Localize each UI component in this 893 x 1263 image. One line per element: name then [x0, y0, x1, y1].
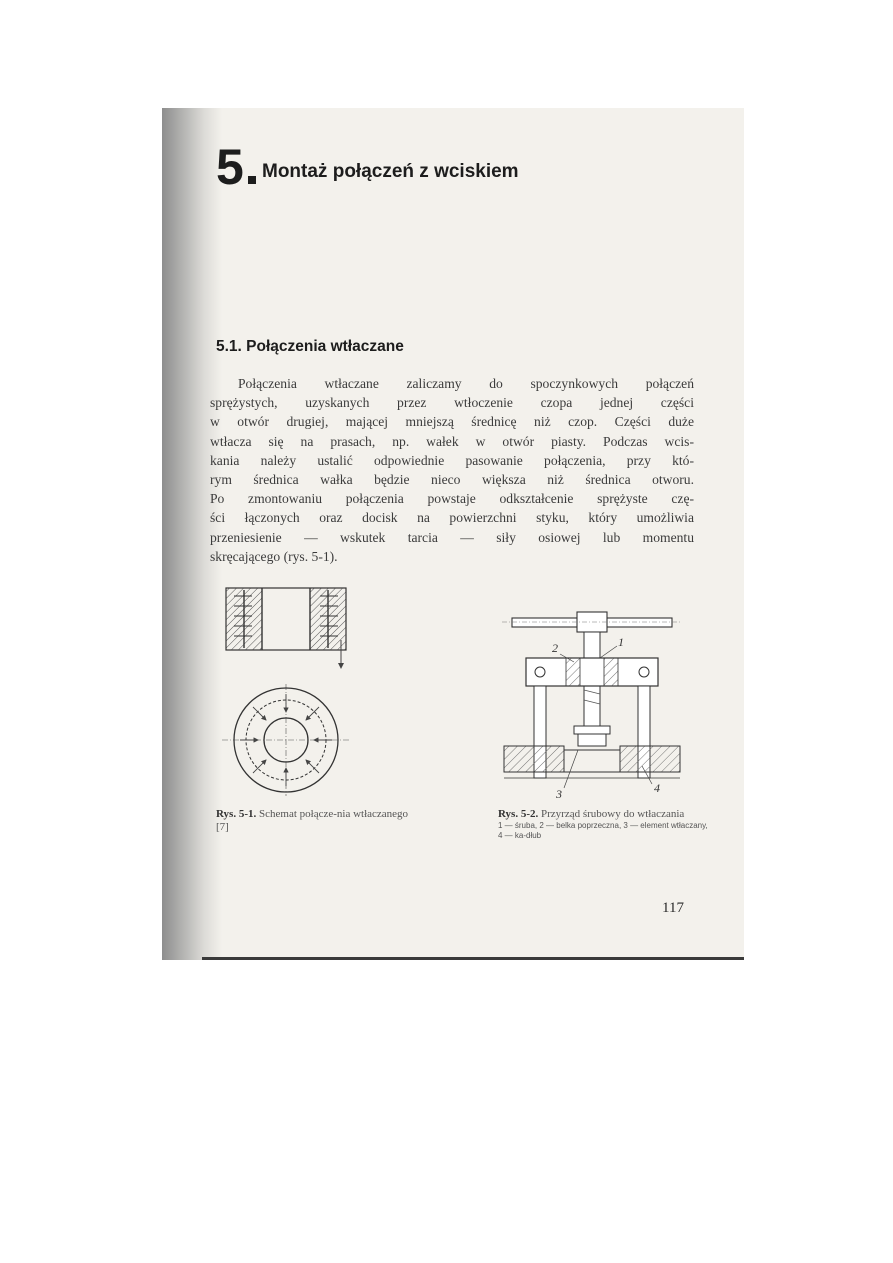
figure1-caption-label: Rys. 5-1. — [216, 808, 257, 820]
figure2-caption — [498, 808, 708, 842]
body-line: w otwór drugiej, mającej mniejszą średnicę niż czop. Części duże — [210, 414, 694, 430]
body-line: ści łączonych oraz docisk na powierzchni styku, który umożliwia — [210, 510, 694, 526]
page-number: 117 — [662, 900, 684, 916]
chapter-number: 5 — [216, 139, 244, 195]
chapter-number-dot — [248, 176, 256, 184]
body-paragraph — [210, 374, 694, 566]
figure2-caption-label: Rys. 5-2. — [498, 808, 539, 820]
bottom-rule — [202, 957, 744, 960]
figure1-caption — [216, 808, 416, 833]
body-line: przeniesienie — wskutek tarcia — siły osiowej lub momentu — [210, 529, 694, 545]
figure2-legend: 1 — śruba, 2 — belka poprzeczna, 3 — element wtłaczany, 4 — ka-dłub — [498, 820, 708, 840]
callout-3: 3 — [556, 787, 562, 800]
hub-section-view — [226, 588, 346, 668]
body-line: Połączenia wtłaczane zaliczamy do spoczynkowych połączeń — [238, 376, 694, 391]
figure-press-fit-schematic — [216, 580, 366, 802]
callout-1: 1 — [618, 635, 624, 649]
callout-4: 4 — [654, 781, 660, 795]
body-line: Po zmontowaniu połączenia powstaje odkształcenie sprężyste czę- — [210, 491, 694, 507]
book-page-scan — [162, 108, 744, 960]
body-line: kania należy ustalić odpowiednie pasowanie połączenia, przy któ- — [210, 452, 694, 468]
callout-2: 2 — [552, 641, 558, 655]
hub-plan-view — [222, 684, 350, 796]
chapter-title: Montaż połączeń z wciskiem — [262, 161, 519, 182]
figure-screw-press-tool — [502, 600, 682, 800]
body-line: rym średnica wałka będzie nieco większa niż średnica otworu. — [210, 472, 694, 488]
body-line: wtłacza się na prasach, np. wałek w otwór piasty. Podczas wcis- — [210, 433, 694, 449]
figure1-caption-text: Schemat połącze-nia wtłaczanego [7] — [216, 808, 409, 833]
body-line: skręcającego (rys. 5-1). — [210, 548, 338, 564]
figure2-caption-text: Przyrząd śrubowy do wtłaczania — [541, 808, 685, 820]
section-heading: 5.1. Połączenia wtłaczane — [216, 338, 404, 355]
body-line: sprężystych, uzyskanych przez wtłoczenie czopa jednej części — [210, 395, 694, 411]
